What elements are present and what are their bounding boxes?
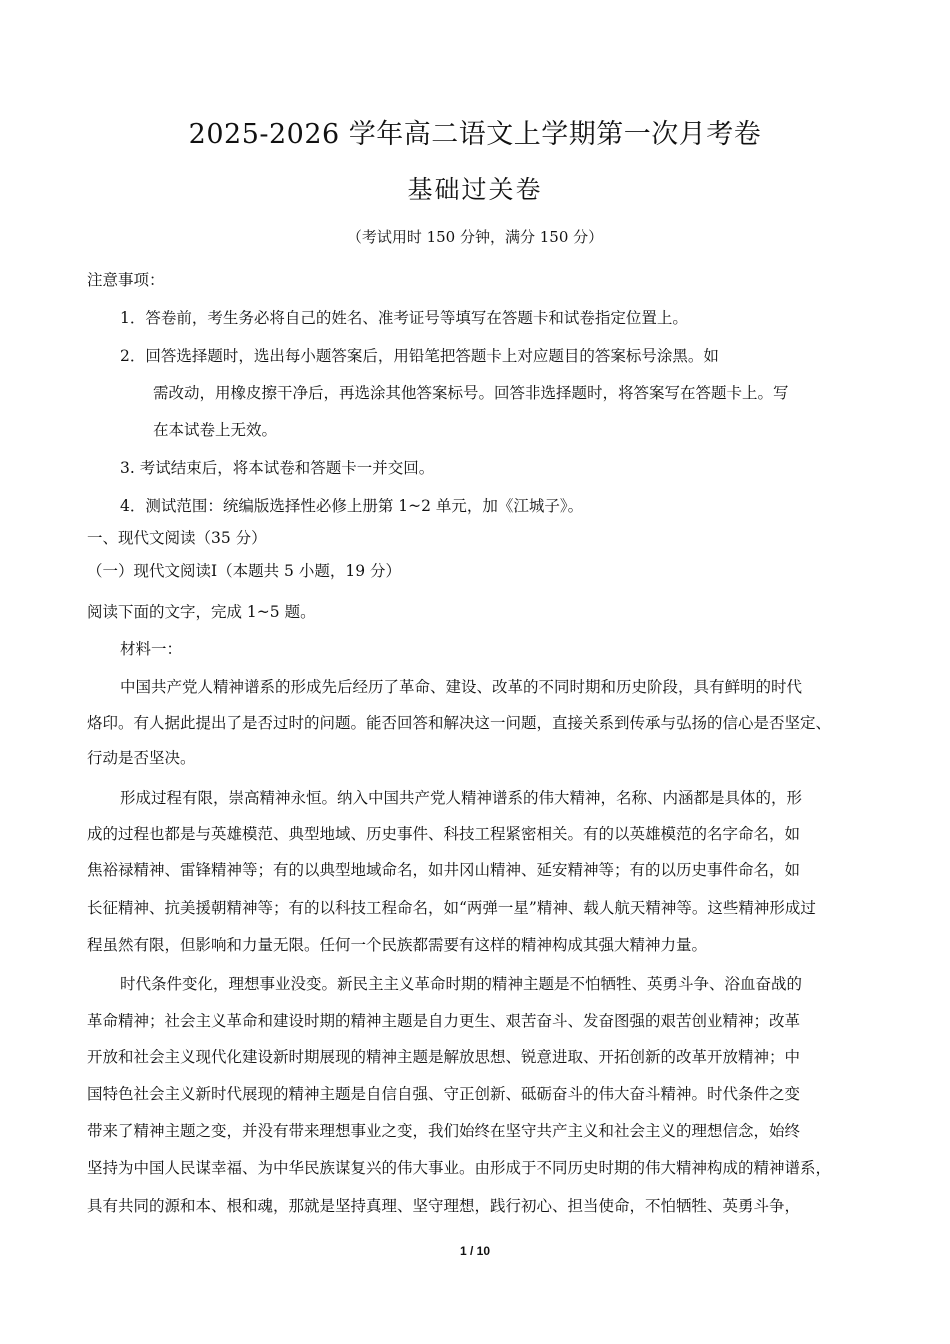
passage-line: 国特色社会主义新时代展现的精神主题是自信自强、守正创新、砥砺奋斗的伟大奋斗精神。时代条件之变 — [87, 1085, 801, 1103]
notice-item-2-line-2: 需改动，用橡皮擦干净后，再选涂其他答案标号。回答非选择题时，将答案写在答题卡上。写 — [153, 384, 789, 402]
section-heading: 一、现代文阅读（35 分） — [87, 529, 267, 547]
passage-line: 时代条件变化，理想事业没变。新民主主义革命时期的精神主题是不怕牺牲、英勇斗争、浴血奋战的 — [120, 975, 803, 993]
notice-heading: 注意事项： — [87, 271, 165, 289]
passage-line: 行动是否坚决。 — [87, 749, 196, 767]
passage-line: 具有共同的源和本、根和魂，那就是坚持真理、坚守理想，践行初心、担当使命，不怕牺牲、英勇斗争， — [87, 1197, 801, 1215]
passage-line: 成的过程也都是与英雄模范、典型地域、历史事件、科技工程紧密相关。有的以英雄模范的名字命名，如 — [87, 825, 801, 843]
notice-item-2-line-3: 在本试卷上无效。 — [153, 421, 278, 439]
exam-subtitle: 基础过关卷 — [407, 175, 543, 204]
passage-line: 长征精神、抗美援朝精神等；有的以科技工程命名，如“两弹一星”精神、载人航天精神等。这些精神形成过 — [87, 899, 816, 917]
reading-instruction: 阅读下面的文字，完成 1~5 题。 — [87, 603, 316, 621]
exam-info: （考试用时 150 分钟，满分 150 分） — [346, 228, 604, 246]
passage-line: 形成过程有限，崇高精神永恒。纳入中国共产党人精神谱系的伟大精神，名称、内涵都是具体的，形 — [120, 789, 803, 807]
passage-line: 烙印。有人据此提出了是否过时的问题。能否回答和解决这一问题，直接关系到传承与弘扬的信心是否坚定、 — [87, 714, 832, 732]
passage-line: 程虽然有限，但影响和力量无限。任何一个民族都需要有这样的精神构成其强大精神力量。 — [87, 936, 708, 954]
material-label: 材料一： — [120, 640, 183, 658]
notice-item-1: 1．答卷前，考生务必将自己的姓名、准考证号等填写在答题卡和试卷指定位置上。 — [120, 309, 688, 327]
notice-item-3: 3. 考试结束后，将本试卷和答题卡一并交回。 — [120, 459, 435, 477]
passage-line: 中国共产党人精神谱系的形成先后经历了革命、建设、改革的不同时期和历史阶段，具有鲜明的时代 — [120, 678, 803, 696]
passage-line: 坚持为中国人民谋幸福、为中华民族谋复兴的伟大事业。由形成于不同历史时期的伟大精神构成的精神谱系， — [87, 1159, 832, 1177]
notice-item-4: 4．测试范围：统编版选择性必修上册第 1~2 单元，加《江城子》。 — [120, 497, 584, 515]
page-number: 1 / 10 — [459, 1244, 491, 1258]
passage-line: 焦裕禄精神、雷锋精神等；有的以典型地域命名，如井冈山精神、延安精神等；有的以历史事件命名，如 — [87, 861, 801, 879]
passage-line: 革命精神；社会主义革命和建设时期的精神主题是自力更生、艰苦奋斗、发奋图强的艰苦创业精神；改革 — [87, 1012, 801, 1030]
notice-item-2-line-1: 2．回答选择题时，选出每小题答案后，用铅笔把答题卡上对应题目的答案标号涂黑。如 — [120, 347, 719, 365]
exam-title: 2025-2026 学年高二语文上学期第一次月考卷 — [188, 119, 762, 150]
passage-line: 带来了精神主题之变，并没有带来理想事业之变，我们始终在坚守共产主义和社会主义的理想信念，始终 — [87, 1122, 801, 1140]
section-subheading: （一）现代文阅读Ⅰ（本题共 5 小题，19 分） — [87, 562, 401, 580]
passage-line: 开放和社会主义现代化建设新时期展现的精神主题是解放思想、锐意进取、开拓创新的改革开放精神；中 — [87, 1048, 801, 1066]
